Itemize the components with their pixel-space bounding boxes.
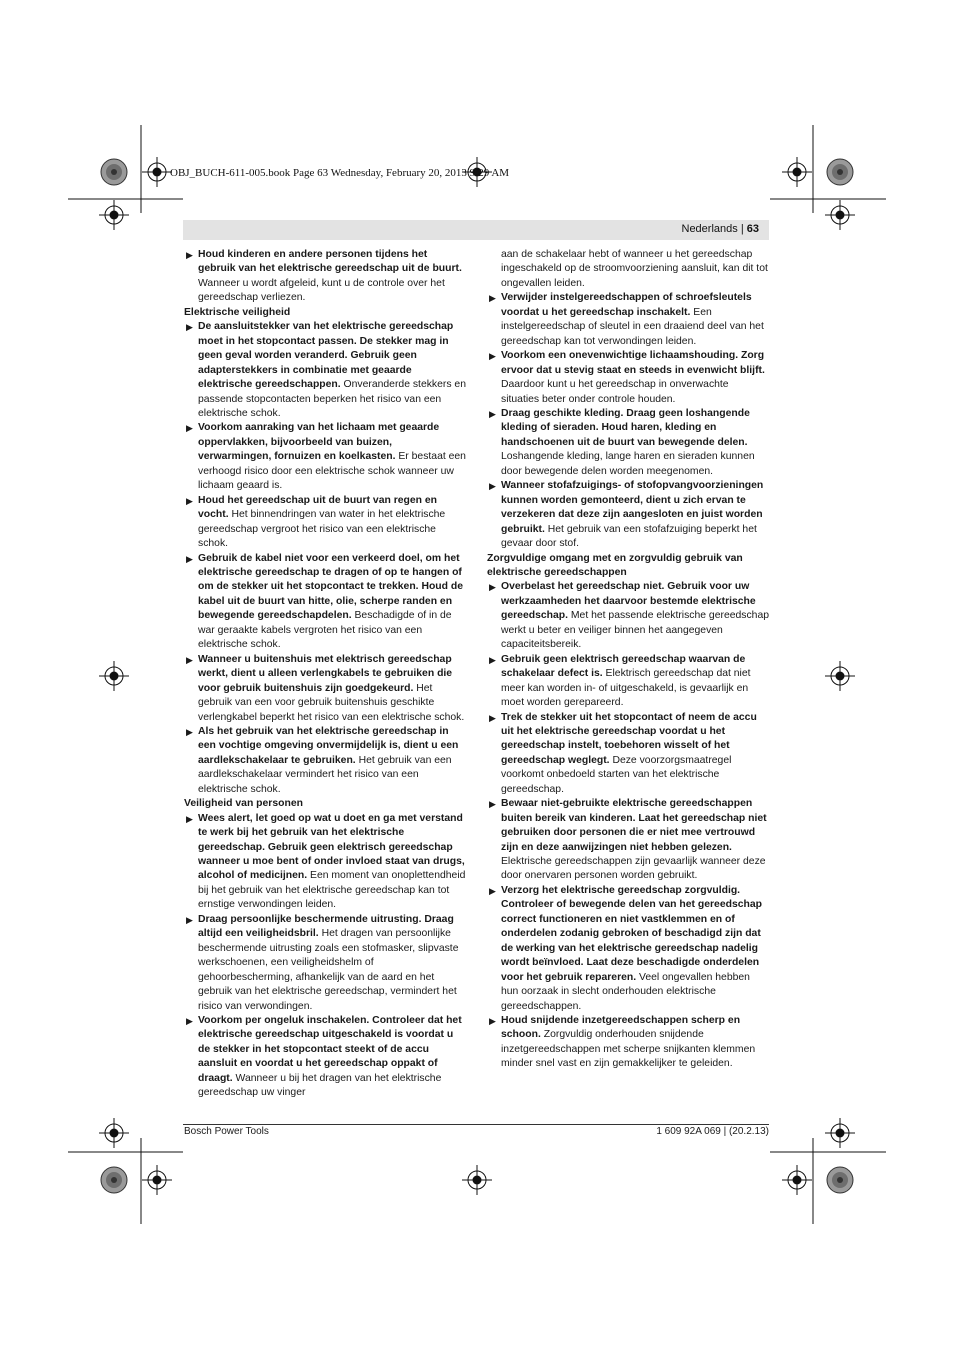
bullet-arrow-icon: ▶: [186, 654, 193, 665]
bullet-arrow-icon: ▶: [489, 293, 496, 304]
item-text: Elektrisch gereedschap dat niet meer kan worden in- of uitgeschakeld, is gevaarlijk en moet worden gerepareerd.: [501, 668, 751, 709]
bullet-arrow-icon: ▶: [489, 481, 496, 492]
page-number: 63: [746, 223, 759, 235]
item-bold: Wanneer u buitenshuis met elektrisch gereedschap werkt, dient u alleen verlengkabels te gebruiken die voor gebruik buitenshuis zijn goedgekeurd.: [198, 653, 453, 694]
bullet-arrow-icon: ▶: [186, 250, 193, 260]
item-bold: Houd kinderen en andere personen tijdens het gebruik van het elektrische gereedschap uit de buurt.: [198, 249, 462, 275]
list-item: [184, 725, 466, 797]
item-bold: Voorkom een onevenwichtige lichaamshouding. Zorg ervoor dat u stevig staat en steeds in evenwicht blijft.: [501, 350, 765, 376]
item-bold: Houd snijdende inzetgereedschappen scherp en schoon.: [501, 1015, 741, 1041]
bullet-arrow-icon: ▶: [489, 712, 496, 723]
page-header-bar: [183, 220, 769, 240]
list-item: [487, 711, 769, 798]
item-text: Zorgvuldig onderhouden snijdende inzetgereedschappen met scherpe snijkanten klemmen minder snel vast en zijn gemakkelijker te geleiden.: [501, 1029, 756, 1070]
book-print-header: OBJ_BUCH-611-005.book Page 63 Wednesday, February 20, 2013 9:29 AM: [170, 167, 510, 179]
item-text: Het gebruik van een stofafzuiging beperkt het gevaar door stof.: [501, 523, 757, 550]
list-item: [184, 1014, 466, 1101]
section-heading: Zorgvuldige omgang met en zorgvuldig gebruik van elektrische gereedschappen: [487, 552, 743, 578]
footer-divider: [183, 1124, 769, 1125]
footer-brand: Bosch Power Tools: [184, 1126, 269, 1137]
header-separator: |: [737, 223, 747, 235]
list-item: [184, 248, 466, 306]
list-item: [487, 1014, 769, 1072]
list-item: [184, 494, 466, 552]
section-heading: Veiligheid van personen: [184, 798, 303, 810]
item-bold: Verzorg het elektrische gereedschap zorgvuldig. Controleer of bewegende delen van het gereedschap correct functioneren en niet vastklemmen en of onderdelen zodanig gebroken of beschadigd zijn dat de werking van het elektrische gereedschap nadelig wordt beïnvloed. Laat deze beschadigde onderdelen voor het gebruik repareren.: [501, 884, 762, 983]
bullet-arrow-icon: ▶: [186, 553, 193, 564]
bullet-arrow-icon: ▶: [489, 799, 496, 810]
item-text: Veel ongevallen hebben hun oorzaak in slecht onderhouden elektrische gereedschappen.: [501, 971, 750, 1012]
list-item: [184, 552, 466, 653]
item-text: Elektrische gereedschappen zijn gevaarlijk wanneer deze door onervaren personen worden gebruikt.: [501, 856, 766, 882]
bullet-arrow-icon: ▶: [186, 914, 193, 925]
item-text: Met het passende elektrische gereedschap werkt u beter en veiliger binnen het aangegeven capaciteitsbereik.: [501, 610, 770, 651]
list-item: [184, 653, 466, 725]
list-item: [487, 407, 769, 479]
item-text: Wanneer u bij het dragen van het elektrische gereedschap uw vinger: [198, 1072, 442, 1099]
item-bold: Verwijder instelgereedschappen of schroefsleutels voordat u het gereedschap inschakelt.: [501, 292, 752, 318]
item-bold: Trek de stekker uit het stopcontact of neem de accu uit het elektrische gereedschap voordat u het gereedschap instelt, toebehoren wisselt of het gereedschap weglegt.: [501, 711, 757, 766]
list-item: [487, 580, 769, 652]
bullet-arrow-icon: ▶: [186, 1016, 193, 1027]
item-bold: De aansluitstekker van het elektrische gereedschap moet in het stopcontact passen. De stekker mag in geen geval worden veranderd. Gebruik geen adapterstekkers in combinatie met geaarde elektrische gereedschappen.: [198, 321, 454, 391]
item-text: Er bestaat een verhoogd risico door een elektrische schok wanneer uw lichaam geaard is.: [198, 451, 466, 492]
item-text: Onveranderde stekkers en passende stopcontacten beperken het risico van een elektrische schok.: [198, 379, 466, 419]
list-item: [184, 320, 466, 421]
page-header: [682, 223, 760, 235]
item-text: Een instelgereedschap of sleutel in een draaiend deel van het gereedschap kan tot verwondingen leiden.: [501, 306, 764, 347]
item-bold: Draag geschikte kleding. Draag geen loshangende kleding of sieraden. Houd haren, kleding en handschoenen uit de buurt van bewegende delen.: [501, 407, 750, 448]
bullet-arrow-icon: ▶: [489, 885, 496, 896]
bullet-arrow-icon: ▶: [489, 351, 496, 362]
item-text: Het gebruik van een aardlekschakelaar vermindert het risico van een elektrische schok.: [198, 754, 452, 795]
list-item: [184, 421, 466, 493]
list-item: [487, 479, 769, 551]
item-text: Beschadigde of in de war geraakte kabels vergroten het risico van een elektrische schok.: [198, 610, 452, 651]
item-bold: Overbelast het gereedschap niet. Gebruik voor uw werkzaamheden het daarvoor bestemde elektrische gereedschap.: [501, 581, 756, 622]
bullet-arrow-icon: ▶: [489, 654, 496, 665]
item-bold: Voorkom per ongeluk inschakelen. Controleer dat het elektrische gereedschap uitgeschakeld is voordat u de stekker in het stopcontact steekt of de accu aansluit en voordat u het gereedschap oppakt of draagt.: [198, 1015, 462, 1084]
bullet-arrow-icon: ▶: [186, 726, 193, 737]
list-item: [184, 812, 466, 913]
item-bold: Als het gebruik van het elektrische gereedschap in een vochtige omgeving onvermijdelijk is, dient u een aardlekschakelaar te gebruiken.: [198, 725, 459, 766]
list-item: [487, 653, 769, 711]
footer-doc-number: 1 609 92A 069 | (20.2.13): [656, 1126, 769, 1137]
item-text: Loshangende kleding, lange haren en sieraden kunnen door bewegende delen worden meegenomen.: [501, 451, 755, 477]
item-bold: Wanneer stofafzuigings- of stofopvangvoorzieningen kunnen worden gemonteerd, dient u zich ervan te verzekeren dat deze zijn aangesloten en juist worden gebruikt.: [501, 480, 764, 535]
right-column: [487, 248, 769, 1072]
section-name: Nederlands: [681, 223, 738, 235]
item-bold: Draag persoonlijke beschermende uitrusting. Draag altijd een veiligheidsbril.: [198, 913, 454, 940]
bullet-arrow-icon: ▶: [186, 322, 193, 333]
item-text: Het gebruik van een voor gebruik buitenshuis geschikte verlengkabel beperkt het risico van een elektrische schok.: [198, 682, 465, 723]
item-bold: Houd het gereedschap uit de buurt van regen en vocht.: [198, 494, 438, 521]
item-text: Daardoor kunt u het gereedschap in onverwachte situaties beter onder controle houden.: [501, 379, 729, 405]
item-text: Wanneer u wordt afgeleid, kunt u de controle over het gereedschap verliezen.: [198, 277, 445, 304]
item-text: Het dragen van persoonlijke beschermende uitrusting zoals een stofmasker, slipvaste werkschoenen, een veiligheidshelm of gehoorbescherming, afhankelijk van de aard en het gebruik van het elektrische gereedschap, vermindert het risico van verwondingen.: [198, 928, 459, 1012]
list-item: [487, 797, 769, 884]
list-item: [487, 291, 769, 349]
bullet-arrow-icon: ▶: [489, 1016, 496, 1027]
list-item: [487, 349, 769, 407]
list-item: [487, 884, 769, 1014]
bullet-arrow-icon: ▶: [186, 423, 193, 434]
item-bold: Gebruik de kabel niet voor een verkeerd doel, om het elektrische gereedschap te dragen of op te hangen of om de stekker uit het stopcontact te trekken. Houd de kabel uit de buurt van hitte, olie, scherpe randen en bewegende gereedschapdelen.: [198, 552, 464, 622]
bullet-arrow-icon: ▶: [489, 582, 496, 593]
bullet-arrow-icon: ▶: [489, 408, 496, 419]
item-text: Een moment van onoplettendheid bij het gebruik van het elektrische gereedschap kan tot ernstige verwondingen leiden.: [198, 870, 466, 911]
section-heading: Elektrische veiligheid: [184, 306, 291, 318]
item-bold: Bewaar niet-gebruikte elektrische gereedschappen buiten bereik van kinderen. Laat het gereedschap niet gebruiken door personen die er niet mee vertrouwd zijn en deze aanwijzingen niet hebben gelezen.: [501, 798, 767, 853]
continuation-text: aan de schakelaar hebt of wanneer u het gereedschap ingeschakeld op de stroomvoorziening aansluit, kan dit tot ongevallen leiden.: [501, 249, 768, 289]
item-text: Het binnendringen van water in het elektrische gereedschap vergroot het risico van een elektrische schok.: [198, 509, 446, 550]
item-text: Deze voorzorgsmaatregel voorkomt onbedoeld starten van het elektrische gereedschap.: [501, 754, 732, 795]
bullet-arrow-icon: ▶: [186, 495, 193, 506]
list-item: [184, 913, 466, 1014]
item-bold: Wees alert, let goed op wat u doet en ga met verstand te werk bij het gebruik van het elektrische gereedschap. Gebruik geen elektrisch gereedschap wanneer u moe bent of onder invloed staat van drugs, alcohol of medicijnen.: [198, 812, 465, 882]
bullet-arrow-icon: ▶: [186, 813, 193, 824]
item-bold: Voorkom aanraking van het lichaam met geaarde oppervlakken, bijvoorbeeld van buizen, verwarmingen, fornuizen en koelkasten.: [198, 422, 440, 463]
item-bold: Gebruik geen elektrisch gereedschap waarvan de schakelaar defect is.: [501, 653, 746, 680]
left-column: [184, 248, 466, 1101]
